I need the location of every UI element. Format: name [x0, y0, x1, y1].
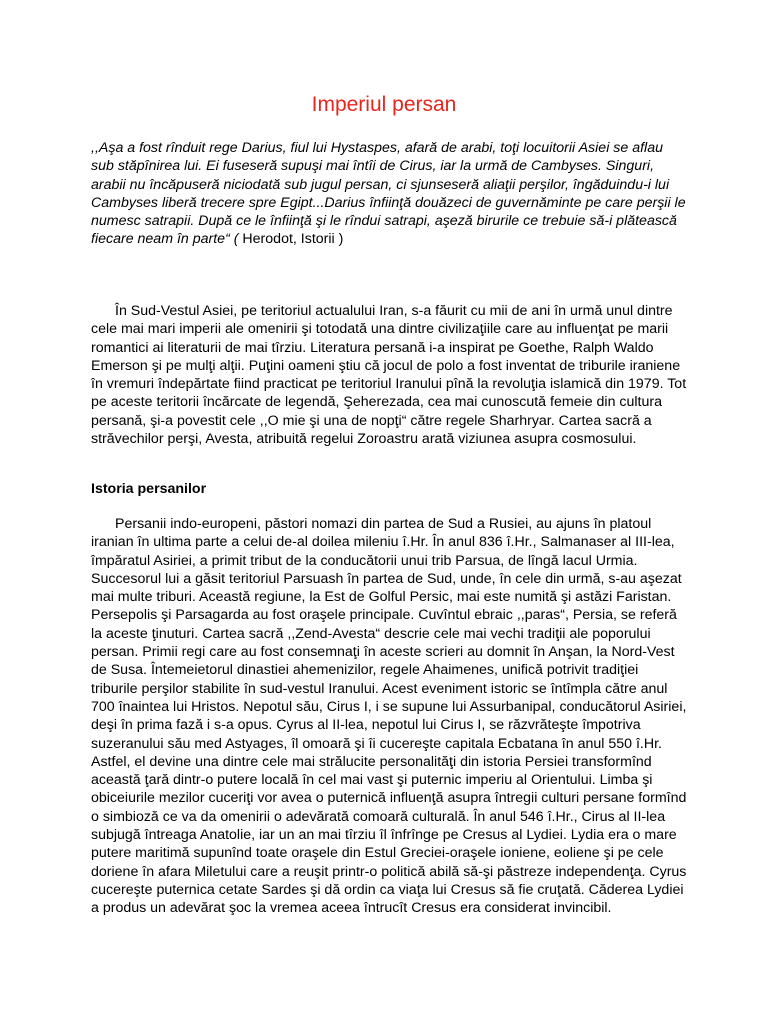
- section-heading: Istoria persanilor: [91, 481, 207, 497]
- epigraph-quote: [91, 139, 687, 249]
- history-paragraph: [91, 515, 687, 918]
- epigraph-text: ,,Aşa a fost rînduit rege Darius, fiul lui Hystaspes, afară de arabi, toţi locuitorii Asiei se aflau sub stăpînirea lui. Ei fuseseră supuşi mai întîi de Cirus, iar la urmă de Cambyses. Singuri, arabii nu încăpuseră niciodată sub jugul persan, ci sjunseseră aliaţii perşilor, îngăduindu-i lui Cambyses liberă trecere spre Egipt...Darius înfiinţă douăzeci de guvernăminte pe care perşii le numesc satrapii. După ce le înfiinţă şi le rîndui satrapi, aşeză birurile ce trebuie să-i plătească fiecare neam în parte“ (: [91, 140, 686, 248]
- page-title: Imperiul persan: [311, 93, 457, 116]
- history-paragraph-text: Persanii indo-europeni, păstori nomazi din partea de Sud a Rusiei, au ajuns în platoul iranian în ultima parte a celui de-al doilea mileniu î.Hr. În anul 836 î.Hr., Salmanaser al III-lea, împăratul Asiriei, a primit tribut de la conducătorii unui trib Parsua, de lîngă lacul Urmia. Succesorul lui a găsit teritoriul Parsuash în partea de Sud, unde, în cele din urmă, s-au aşezat mai multe triburi. Această regiune, la Est de Golful Persic, mai este numită şi astăzi Faristan. Persepolis şi Parsagarda au fost oraşele principale. Cuvîntul ebraic ,,paras“, Persia, se referă la aceste ţinuturi. Cartea sacră ,,Zend-Avesta“ descrie cele mai vechi tradiţii ale poporului persan. Primii regi care au fost consemnaţi în aceste scrieri au domnit în Anşan, la Nord-Vest de Susa. Întemeietorul dinastiei ahemenizilor, regele Ahaimenes, unifică potrivit tradiţiei triburile perşilor stabilite în sud-vestul Iranului. Acest eveniment istoric se întîmpla către anul 700 înaintea lui Hristos. Nepotul său, Cirus I, i se supune lui Assurbanipal, conducătorul Asiriei, deşi în prima fază i s-a opus. Cyrus al II-lea, nepotul lui Cirus I, se răzvrăteşte împotriva suzeranului său med Astyages, îl omoară şi îi cucereşte capitala Ecbatana în anul 550 î.Hr. Astfel, el devine una dintre cele mai strălucite personalităţi din istoria Persiei transformînd această ţară dintr-o putere locală în cel mai vast şi puternic imperiu al Orientului. Limba şi obiceiurile mezilor cuceriţi vor avea o puternică influenţă asupra întregii culturi persane formînd o simbioză ce va da omenirii o adevărată comoară culturală. În anul 546 î.Hr., Cirus al II-lea subjugă întreaga Anatolie, iar un an mai tîrziu îl înfrînge pe Cresus al Lydiei. Lydia era o mare putere maritimă supunînd toate oraşele din Estul Greciei-oraşele ionienе, eoliene şi pe cele doriene în afara Miletului care a reuşit printr-o politică abilă să-şi păstreze independenţa. Cyrus cucereşte puternica cetate Sardes şi dă ordin ca viaţa lui Cresus să fie cruţată. Căderea Lydiei a produs un adevărat şoc la vremea aceea întrucît Cresus era considerat invincibil.: [91, 516, 687, 917]
- intro-paragraph-text: În Sud-Vestul Asiei, pe teritoriul actualului Iran, s-a făurit cu mii de ani în urmă unul dintre cele mai mari imperii ale omenirii şi totodată una dintre civilizaţiile care au influenţat pe marii romantici ai literaturii de mai tîrziu. Literatura persană i-a inspirat pe Goethe, Ralph Waldo Emerson şi pe mulţi alţii. Puţini oameni ştiu că jocul de polo a fost inventat de triburile iraniene în vremuri îndepărtate fiind practicat pe teritoriul Iranului pînă la revoluţia islamică din 1979. Tot pe aceste teritorii încărcate de legendă, Şeherezada, cea mai cunoscută femeie din cultura persană, şi-a povestit cele ,,O mie şi una de nopţi“ către regele Sharhryar. Cartea sacră a străvechilor perşi, Avesta, atribuită regelui Zoroastru arată viziunea asupra cosmosului.: [91, 303, 687, 448]
- epigraph-source: Herodot, Istorii ): [242, 231, 344, 248]
- intro-paragraph: [91, 302, 687, 448]
